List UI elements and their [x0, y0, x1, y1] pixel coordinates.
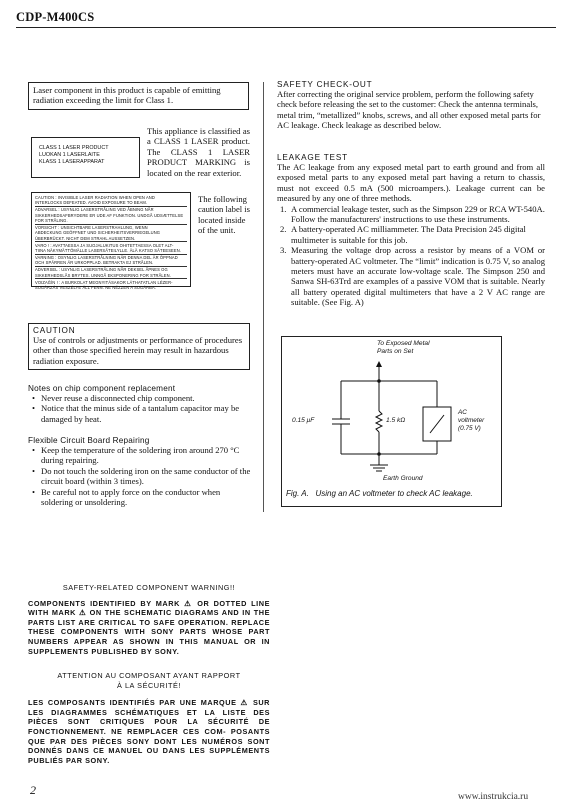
safety-title: SAFETY CHECK-OUT [277, 80, 373, 89]
class1-laser-label [31, 137, 140, 178]
caution-label-line: TIINA NÄKYMÄTTÖMÄLLE LASERSÄTEILYLLE. ÄLÄ KATSO SÄTEESEEN. [35, 248, 182, 254]
figure-top-label: Parts on Set [377, 348, 414, 355]
attention-section [28, 671, 270, 765]
page-number: 2 [30, 783, 36, 797]
list-item: • Keep the temperature of the soldering iron around 270 °C during repairing. [28, 445, 252, 466]
class1-label-line: CLASS 1 LASER PRODUCT [39, 145, 109, 151]
list-item [277, 224, 545, 245]
caution-label-line: SUGÁRZÁS VESZÉLYE ÁLL FENN. NE NÉZZEN A SUGÁRBA. [35, 285, 157, 291]
caution-label-description: The following caution label is located inside of the unit. [198, 194, 251, 236]
safety-checkout-section [277, 80, 545, 131]
figure-top-label: To Exposed Metal [377, 340, 430, 347]
caution-label-line: SIKKERHEDSAFBRYDERE ER UDE AF FUNKTION. UNDGÅ UDSÆTTELSE [35, 212, 184, 218]
leakage-test-section [277, 153, 545, 308]
caution-label-line: ADVERSEL : USYNLIG LASERSTRÅLING NÅR DEKSEL ÅPNES OG [35, 267, 168, 273]
warning-title: SAFETY-RELATED COMPONENT WARNING!! [62, 583, 236, 592]
figure-caption: Fig. A. Using an AC voltmeter to check AC leakage. [286, 489, 473, 498]
list-item: • Be careful not to apply force on the conductor when soldering or unsoldering. [28, 487, 252, 508]
caution-box [28, 323, 250, 370]
safety-text: After correcting the original service problem, perform the following safety check before releasing the set to the customer: Check the antenna terminals, metal trim, “metallized” knobs, screws, and all other exposed metal parts for AC leakage. Check leakage as described below. [277, 89, 541, 131]
caution-label-line: SIKKERHEDSLÅS BRYTES. UNNGÅ EKSPONERING FOR STRÅLEN. [35, 272, 171, 278]
caution-label-line: CAUTION : INVISIBLE LASER RADIATION WHEN OPEN AND [35, 195, 155, 200]
chip-notes-section [28, 384, 252, 424]
caution-label-line: INTERLOCKS DEFEATED. AVOID EXPOSURE TO BEAM. [35, 200, 148, 206]
list-item: • Notice that the minus side of a tantalum capacitor may be damaged by heat. [28, 403, 252, 424]
caution-label-line: VARNING : OSYNLIG LASERSTRÅLNING NÄR DENNA DEL ÄR ÖPPNAD [35, 255, 178, 261]
caution-label-line: VOIZAĞİN ! : A BURKOLAT MEGNYITÁSAKOR LÁTHATATLAN LÉZER- [35, 279, 173, 285]
caution-label-line: ÜBERBRÜCKT. NICHT DEM STRAHL AUSSETZEN. [35, 235, 136, 241]
capacitor-label: 0.15 μF [292, 417, 315, 424]
watermark: www.instrukcia.ru [458, 792, 529, 802]
warning-text: COMPONENTS IDENTIFIED BY MARK ⚠ OR DOTTED LINE WITH MARK ⚠ ON THE SCHEMATIC DIAGRAMS AND IN THE PARTS LIST ARE CRITICAL TO SAFE OPERATION. REPLACE THESE COMPONENTS WITH SONY PARTS WHOSE PART NUMBERS APPEAR AS SHOWN IN THIS MANUAL OR IN SUPPLEMENTS PUBLISHED BY SONY. [28, 598, 270, 656]
item-number: 1. [280, 203, 287, 214]
caution-title: CAUTION [33, 326, 76, 335]
resistor-label: 1.5 kΩ [386, 417, 406, 424]
model-title: CDP-M400CS [16, 10, 95, 24]
meter-label: (0.75 V) [458, 425, 481, 432]
column-divider [263, 82, 264, 512]
meter-label: voltmeter [458, 417, 485, 424]
caution-label-line: FOR STRÅLING. [35, 217, 68, 223]
caution-label-line: ADVARSEL : USYNLIG LASERSTRÅLING VED ÅBNING NÅR [35, 207, 154, 213]
caution-laser-label [31, 192, 191, 291]
caution-label-line: VARO ! : AVATTAESSA JA SUOJALUKITUS OHITETTAESSA OLET ALT- [35, 242, 174, 248]
attention-title: ATTENTION AU COMPOSANT AYANT RAPPORT [57, 671, 241, 680]
item-text: Measuring the voltage drop across a resistor by means of a VOM or battery-operated AC voltmeter. The “limit” indication is 0.75 V, so analog meters must have an accurate low-voltage scale. The Simpson 250 and Sanwa SH-63Trd are examples of a passive VOM that is suitable. Nearly all battery operated digital multimeters that have a 2 V AC range are suitable. (See Fig. A) [291, 245, 545, 308]
figure-a [281, 336, 502, 507]
item-number: 3. [280, 245, 287, 256]
attention-title: À LA SÉCURITÉ! [116, 680, 182, 690]
safety-warning-section [28, 583, 270, 656]
caution-label-line: ABDECKUNG GEÖFFNET UND SICHERHEITSVERRIEGELUNG [35, 230, 161, 236]
chip-notes-title: Notes on chip component replacement [28, 384, 176, 393]
caution-text: Use of controls or adjustments or performance of procedures other than those specified herein may result in hazardous radiation exposure. [33, 335, 243, 366]
laser-notice-box [28, 82, 249, 110]
caution-label-line: VORSICHT : UNSICHTBARE LASERSTRAHLUNG, WENN [35, 225, 148, 231]
laser-notice-text: Laser component in this product is capable of emitting radiation exceeding the limit for Class 1. [33, 85, 221, 106]
item-number: 2. [280, 224, 287, 235]
list-item: • Never reuse a disconnected chip component. [28, 393, 252, 403]
caution-label-line: OCH SPÄRREN ÄR URKOPPLAD. BETRAKTA EJ STRÅLEN. [35, 260, 154, 266]
flex-repair-section [28, 436, 252, 507]
list-item: • Do not touch the soldering iron on the same conductor of the circuit board (within 3 times). [28, 466, 252, 487]
ground-label: Earth Ground [383, 475, 423, 482]
flex-repair-title: Flexible Circuit Board Repairing [28, 436, 150, 445]
class1-label-line: KLASS 1 LASERAPPARAT [39, 159, 105, 165]
class1-description: This appliance is classified as a CLASS 1 LASER product. The CLASS 1 LASER PRODUCT MARKING is located on the rear exterior. [147, 126, 250, 178]
item-text: A battery-operated AC milliammeter. The Data Precision 245 digital multimeter is suitable for this job. [291, 224, 526, 245]
list-item [277, 204, 545, 225]
leakage-title: LEAKAGE TEST [277, 153, 348, 162]
attention-text: LES COMPOSANTS IDENTIFIÉS PAR UNE MARQUE ⚠ SUR LES DIAGRAMMES SCHÉMATIQUES ET LA LISTE DES PIÈCES SONT CRITIQUES POUR LA SÉCURITÉ DE FONCTIONNEMENT. NE REMPLACER CES COM- POSANTS QUE PAR DES PIÈCES SONY DONT LES NUMÉROS SONT DONNÉS DANS CE MANUEL OU DANS LES SUPPLÉMENTS PUBLIÉS PAR SONY. [28, 698, 270, 765]
leakage-text: The AC leakage from any exposed metal part to earth ground and from all exposed metal parts to any exposed metal part having a return to chassis, must not exceed 0.5 mA (500 microampers.). Leakage current can be measured by any one of three methods. [277, 162, 545, 204]
class1-label-line: LUOKAN 1 LASERLAITE [39, 152, 100, 158]
list-item [277, 245, 545, 307]
meter-label: AC [458, 409, 467, 416]
header-rule [16, 27, 556, 28]
item-text: A commercial leakage tester, such as the Simpson 229 or RCA WT-540A. Follow the manufacturers' instructions to use these instruments. [291, 203, 545, 225]
